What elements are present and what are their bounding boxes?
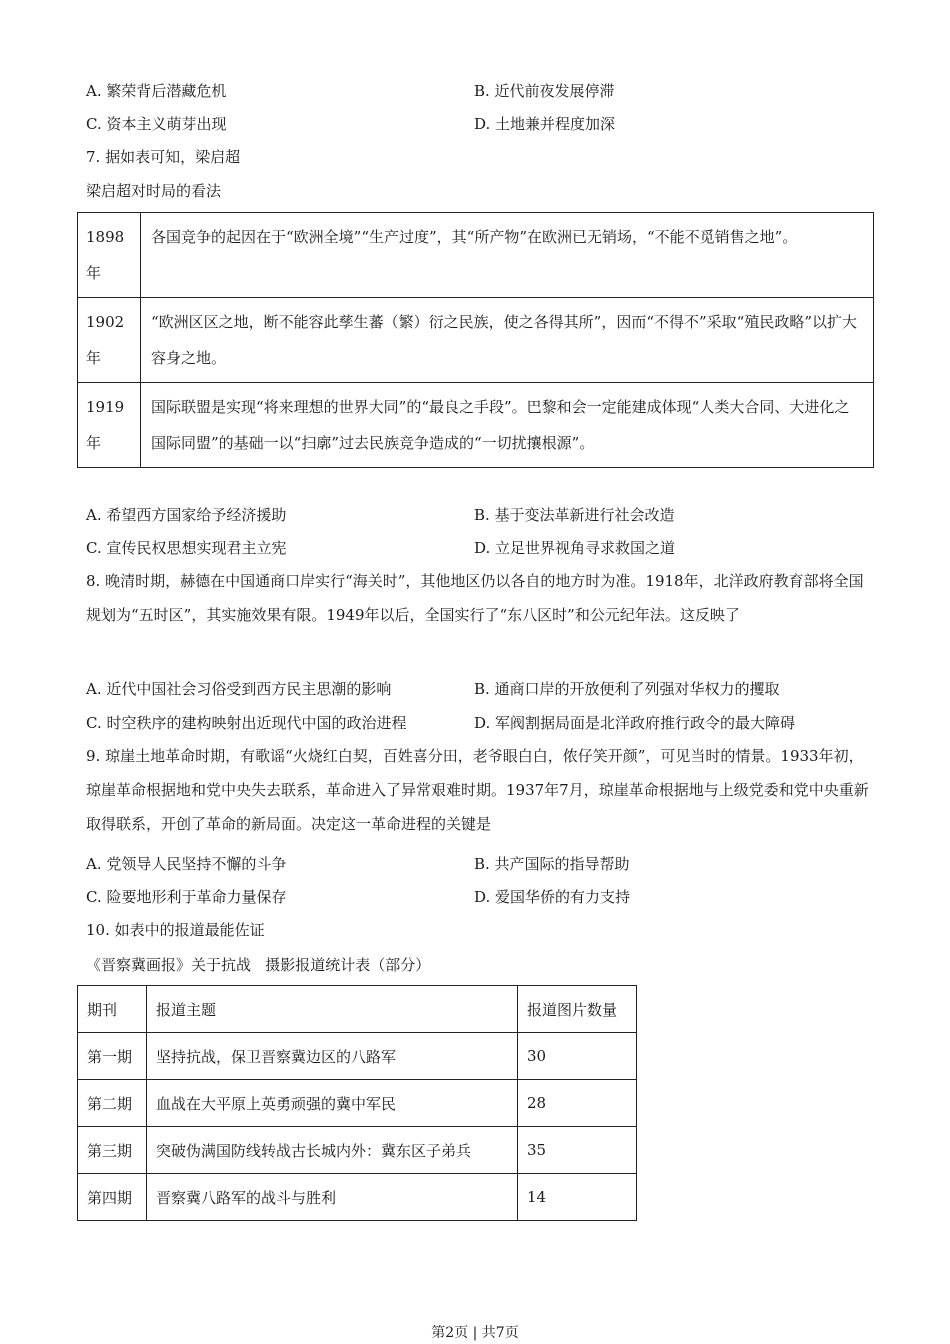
table-cell-text: 国际联盟是实现“将来理想的世界大同”的“最良之手段”。巴黎和会一定能建成体现“人类大合同、大进化之国际同盟”的基础一以“扫廓”过去民族竞争造成的“一切扰攘根源”。 — [141, 383, 874, 468]
q8-option-c: C. 时空秩序的建构映射出近现代中国的政治进程 — [86, 714, 407, 732]
q6-option-b: B. 近代前夜发展停滞 — [474, 82, 615, 100]
table-cell-topic: 坚持抗战，保卫晋察冀边区的八路军 — [147, 1033, 518, 1080]
table-cell-count: 28 — [518, 1080, 637, 1127]
table-row — [78, 213, 874, 298]
q10-table-caption: 《晋察冀画报》关于抗战 摄影报道统计表（部分） — [86, 956, 431, 974]
table-cell-topic: 血战在大平原上英勇顽强的冀中军民 — [147, 1080, 518, 1127]
table-header-count: 报道图片数量 — [518, 986, 637, 1033]
q7-option-c: C. 宣传民权思想实现君主立宪 — [86, 539, 287, 557]
table-row — [78, 383, 874, 468]
q7-option-b: B. 基于变法革新进行社会改造 — [474, 506, 675, 524]
table-header-issue: 期刊 — [78, 986, 147, 1033]
table-cell-count: 30 — [518, 1033, 637, 1080]
table-header-topic: 报道主题 — [147, 986, 518, 1033]
q8-option-d: D. 军阀割据局面是北洋政府推行政令的最大障碍 — [474, 714, 796, 732]
table-cell-issue: 第三期 — [78, 1127, 147, 1174]
q9-option-d: D. 爱国华侨的有力支持 — [474, 888, 631, 906]
q9-option-c: C. 险要地形利于革命力量保存 — [86, 888, 287, 906]
table-cell-issue: 第二期 — [78, 1080, 147, 1127]
table-cell-count: 14 — [518, 1174, 637, 1221]
q10-stem: 10. 如表中的报道最能佐证 — [86, 921, 265, 939]
q7-option-a: A. 希望西方国家给予经济援助 — [86, 506, 287, 524]
table-row — [78, 1127, 637, 1174]
table-cell-year: 1898年 — [78, 213, 141, 298]
table-cell-text: 各国竞争的起因在于“欧洲全境”“生产过度”，其“所产物”在欧洲已无销场，“不能不觅销售之地”。 — [141, 213, 874, 298]
q7-option-d: D. 立足世界视角寻求救国之道 — [474, 539, 676, 557]
q7-stem: 7. 据如表可知，梁启超 — [86, 148, 241, 166]
page-footer: 第2页 | 共7页 — [431, 1325, 519, 1341]
q8-option-b: B. 通商口岸的开放便利了列强对华权力的攫取 — [474, 680, 780, 698]
q8-option-a: A. 近代中国社会习俗受到西方民主思潮的影响 — [86, 680, 392, 698]
table-cell-issue: 第四期 — [78, 1174, 147, 1221]
table-cell-count: 35 — [518, 1127, 637, 1174]
q9-stem: 9. 琼崖土地革命时期，有歌谣“火烧红白契，百姓喜分田，老爷眼白白，侬仔笑开颜”，可见当时的情景。1933年初，琼崖革命根据地和党中央失去联系，革命进入了异常艰难时期。1937年7月，琼崖革命根据地与上级党委和党中央重新取得联系，开创了革命的新局面。决定这一革命进程的关键是 — [86, 747, 869, 833]
q9-option-b: B. 共产国际的指导帮助 — [474, 855, 630, 873]
table-row — [78, 1080, 637, 1127]
q9-option-a: A. 党领导人民坚持不懈的斗争 — [86, 855, 287, 873]
q6-option-a: A. 繁荣背后潜藏危机 — [86, 82, 227, 100]
table-cell-issue: 第一期 — [78, 1033, 147, 1080]
q6-option-d: D. 土地兼并程度加深 — [474, 115, 616, 133]
q6-option-c: C. 资本主义萌芽出现 — [86, 115, 227, 133]
table-header-row — [78, 986, 637, 1033]
q7-table-caption: 梁启超对时局的看法 — [86, 182, 222, 200]
q7-table — [77, 212, 874, 468]
table-cell-year: 1902年 — [78, 298, 141, 383]
table-cell-text: “欧洲区区之地，断不能容此孳生蕃（繁）衍之民族，使之各得其所”，因而“不得不”采取“殖民政略”以扩大容身之地。 — [141, 298, 874, 383]
table-cell-year: 1919年 — [78, 383, 141, 468]
table-row — [78, 1033, 637, 1080]
q8-stem: 8. 晚清时期，赫德在中国通商口岸实行“海关时”，其他地区仍以各自的地方时为准。1918年，北洋政府教育部将全国规划为“五时区”，其实施效果有限。1949年以后，全国实行了“东八区时”和公元纪年法。这反映了 — [86, 572, 864, 624]
table-row — [78, 298, 874, 383]
table-cell-topic: 突破伪满国防线转战古长城内外：冀东区子弟兵 — [147, 1127, 518, 1174]
table-row — [78, 1174, 637, 1221]
table-cell-topic: 晋察冀八路军的战斗与胜利 — [147, 1174, 518, 1221]
q10-table — [77, 985, 637, 1221]
